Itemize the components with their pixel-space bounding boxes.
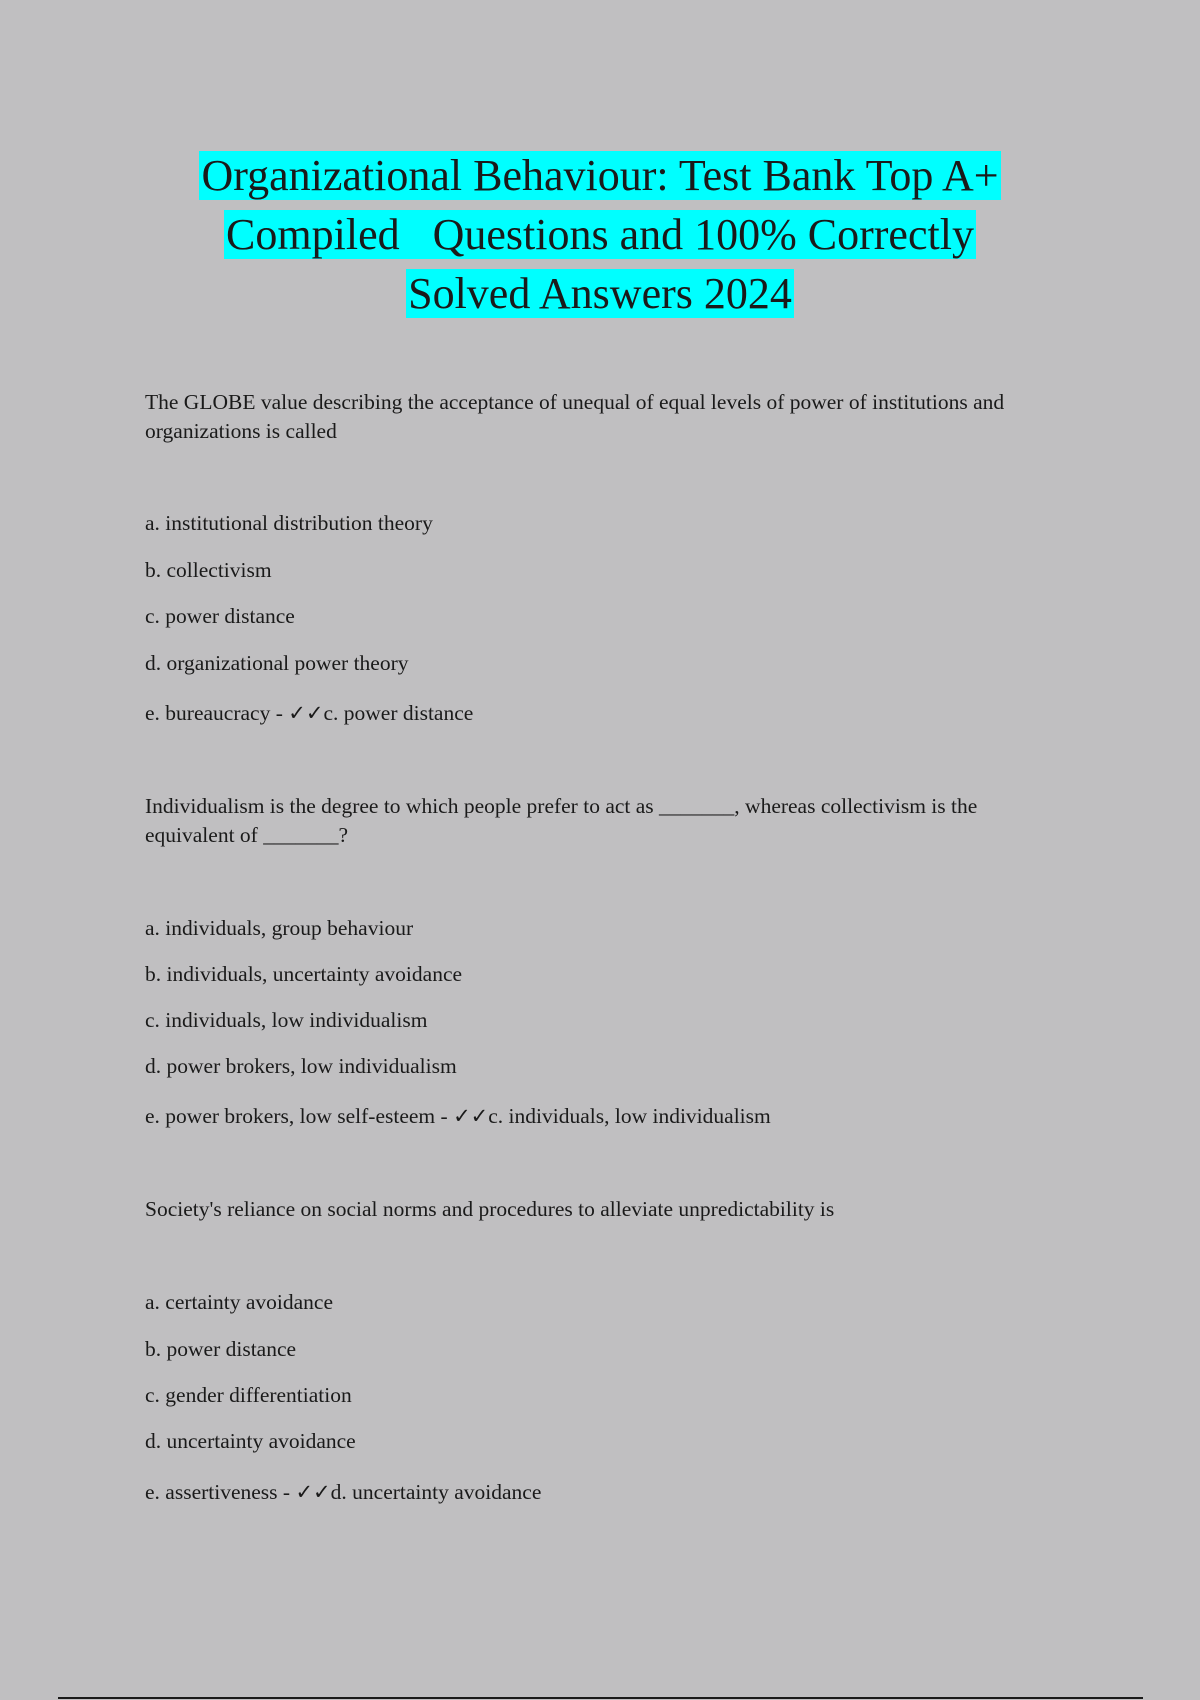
- title-line-3: Solved Answers 2024: [408, 269, 792, 318]
- question-2-option-e: [145, 1102, 771, 1131]
- question-3-option-e-text: e. assertiveness -: [145, 1480, 296, 1504]
- question-3-option-a: a. certainty avoidance: [145, 1290, 334, 1314]
- question-1-option-d: d. organizational power theory: [145, 651, 409, 675]
- title-line-2: Compiled Questions and 100% Correctly: [226, 210, 974, 259]
- checkmark-icon: ✓✓: [295, 1480, 331, 1504]
- title-line-1: Organizational Behaviour: Test Bank Top A+: [201, 151, 999, 200]
- question-1-option-e-text: e. bureaucracy -: [145, 701, 289, 725]
- checkmark-icon: ✓✓: [453, 1104, 489, 1128]
- question-1-option-b: b. collectivism: [145, 558, 272, 582]
- question-2-option-c: c. individuals, low individualism: [145, 1008, 428, 1032]
- question-2-text: Individualism is the degree to which people prefer to act as _______, whereas collectivism is the equivalent of _______?: [145, 794, 978, 847]
- question-1-option-c: c. power distance: [145, 604, 295, 628]
- question-3-text: Society's reliance on social norms and procedures to alleviate unpredictability is: [145, 1197, 835, 1221]
- question-3-option-b: b. power distance: [145, 1337, 297, 1361]
- question-2-answer: c. individuals, low individualism: [488, 1104, 771, 1128]
- checkmark-icon: ✓✓: [288, 701, 324, 725]
- question-2-option-b: b. individuals, uncertainty avoidance: [145, 962, 463, 986]
- document-title: [0, 146, 1200, 323]
- question-1-option-a: a. institutional distribution theory: [145, 511, 433, 535]
- question-2-option-e-text: e. power brokers, low self-esteem -: [145, 1104, 454, 1128]
- question-3-option-e: [145, 1478, 541, 1507]
- question-3-option-c: c. gender differentiation: [145, 1383, 352, 1407]
- question-2-option-d: d. power brokers, low individualism: [145, 1054, 457, 1078]
- question-1-text: The GLOBE value describing the acceptance of unequal of equal levels of power of institutions and organizations is called: [145, 390, 1005, 443]
- question-2-option-a: a. individuals, group behaviour: [145, 916, 414, 940]
- question-3-answer: d. uncertainty avoidance: [330, 1480, 542, 1504]
- question-3-option-d: d. uncertainty avoidance: [145, 1429, 356, 1453]
- question-1-answer: c. power distance: [323, 701, 474, 725]
- question-1-option-e: [145, 699, 473, 728]
- footer-divider: [58, 1697, 1143, 1699]
